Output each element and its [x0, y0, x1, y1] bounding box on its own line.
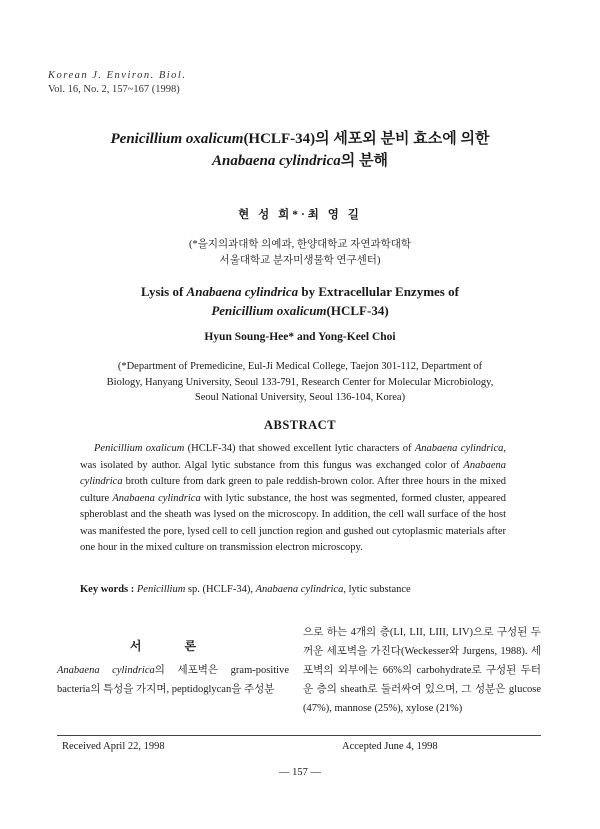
- english-title-suffix: by Extracellular Enzymes of: [298, 284, 459, 299]
- korean-affiliation-line2: 서울대학교 분자미생물학 연구센터): [219, 255, 381, 266]
- introduction-right-column: 으로 하는 4개의 층(LI, LII, LIII, LIV)으로 구성된 두꺼운 세포벽을 가진다(Weckesser와 Jurgens, 1988). 세포벽의 외부에는 66%의 carbohydrate로 구성된 두터운 층의 sheath로 둘러싸여 있으며, 그 성분은 glucose (47%), mannose (25%), xylose (21%): [303, 627, 541, 714]
- abstract-text-3: broth culture from dark green to pale reddish-brown color. After three hours in the mixed culture: [80, 476, 506, 504]
- keyword-species-1: Penicillium: [136, 584, 186, 595]
- korean-title-species2: Anabaena cylindrica: [212, 153, 341, 169]
- english-title-species: Anabaena cylindrica: [186, 284, 299, 299]
- footer-divider: [57, 735, 541, 736]
- korean-title: [0, 128, 600, 172]
- korean-title-line2: 의 분해: [340, 153, 388, 169]
- korean-title-line1: (HCLF-34)의 세포외 분비 효소에 의한: [243, 131, 490, 147]
- english-affiliation-line2: Biology, Hanyang University, Seoul 133-791, Research Center for Molecular Microbiology,: [106, 376, 494, 388]
- introduction-left-column: [57, 661, 289, 699]
- english-title: [0, 282, 600, 320]
- intro-left-text: 의 세포벽은 gram-positive bacteria의 특성을 가지며, peptidoglycan을 주성분: [57, 665, 289, 695]
- intro-species: Anabaena cylindrica: [57, 665, 155, 676]
- english-title-species2: Penicillium oxalicum: [211, 303, 327, 318]
- abstract-body: [80, 441, 506, 557]
- korean-authors: 현 성 희*·최 영 길: [238, 209, 362, 221]
- abstract-species-1: Penicillium oxalicum: [94, 443, 185, 454]
- abstract-heading: ABSTRACT: [263, 418, 337, 432]
- abstract-text-2: , was isolated by author. Algal lytic substance from this fungus was exchanged color of: [80, 443, 506, 471]
- accepted-date: Accepted June 4, 1998: [342, 741, 438, 752]
- english-authors: Hyun Soung-Hee* and Yong-Keel Choi: [204, 331, 396, 343]
- korean-affiliation-line1: (*을지의과대학 의예과, 한양대학교 자연과학대학: [188, 239, 412, 250]
- keywords-label: Key words :: [80, 584, 135, 595]
- english-affiliation-line1: (*Department of Premedicine, Eul-Ji Medical College, Taejon 301-112, Department of: [117, 361, 483, 372]
- page-number: — 157 —: [279, 767, 321, 778]
- received-date: Received April 22, 1998: [62, 741, 165, 752]
- english-affiliation: [80, 359, 520, 406]
- journal-volume: Vol. 16, No. 2, 157~167 (1998): [48, 84, 180, 95]
- journal-name: Korean J. Environ. Biol.: [48, 70, 187, 81]
- keyword-text-2: , lytic substance: [343, 584, 411, 595]
- keyword-text-1: sp. (HCLF-34),: [185, 584, 256, 595]
- abstract-text-1: (HCLF-34) that showed excellent lytic characters of: [184, 443, 415, 454]
- introduction-heading: 서 론: [129, 639, 217, 653]
- english-title-prefix: Lysis of: [141, 284, 187, 299]
- keyword-species-2: Anabaena cylindrica: [255, 584, 344, 595]
- keywords: [80, 584, 520, 595]
- abstract-text-4: with lytic substance, the host was segmented, formed cluster, appeared spheroblast and the sheath was lysed on the microscopy. In addition, the cell wall surface of the host was manifested the pore, lysed cell to cell junction region and gushed out cytoplasmic materials after one hour in the mixed culture on transmission electron microscopy.: [80, 492, 506, 553]
- journal-citation: [48, 69, 186, 97]
- abstract-species-2: Anabaena cylindrica: [414, 443, 504, 454]
- korean-affiliation: [0, 237, 600, 269]
- english-affiliation-line3: Seoul National University, Seoul 136-104, Korea): [194, 392, 406, 403]
- abstract-species-3: Anabaena cylindrica: [80, 459, 506, 487]
- abstract-species-4: Anabaena cylindrica: [112, 492, 201, 504]
- korean-title-species: Penicillium oxalicum: [110, 131, 244, 147]
- english-title-suffix2: (HCLF-34): [326, 303, 389, 318]
